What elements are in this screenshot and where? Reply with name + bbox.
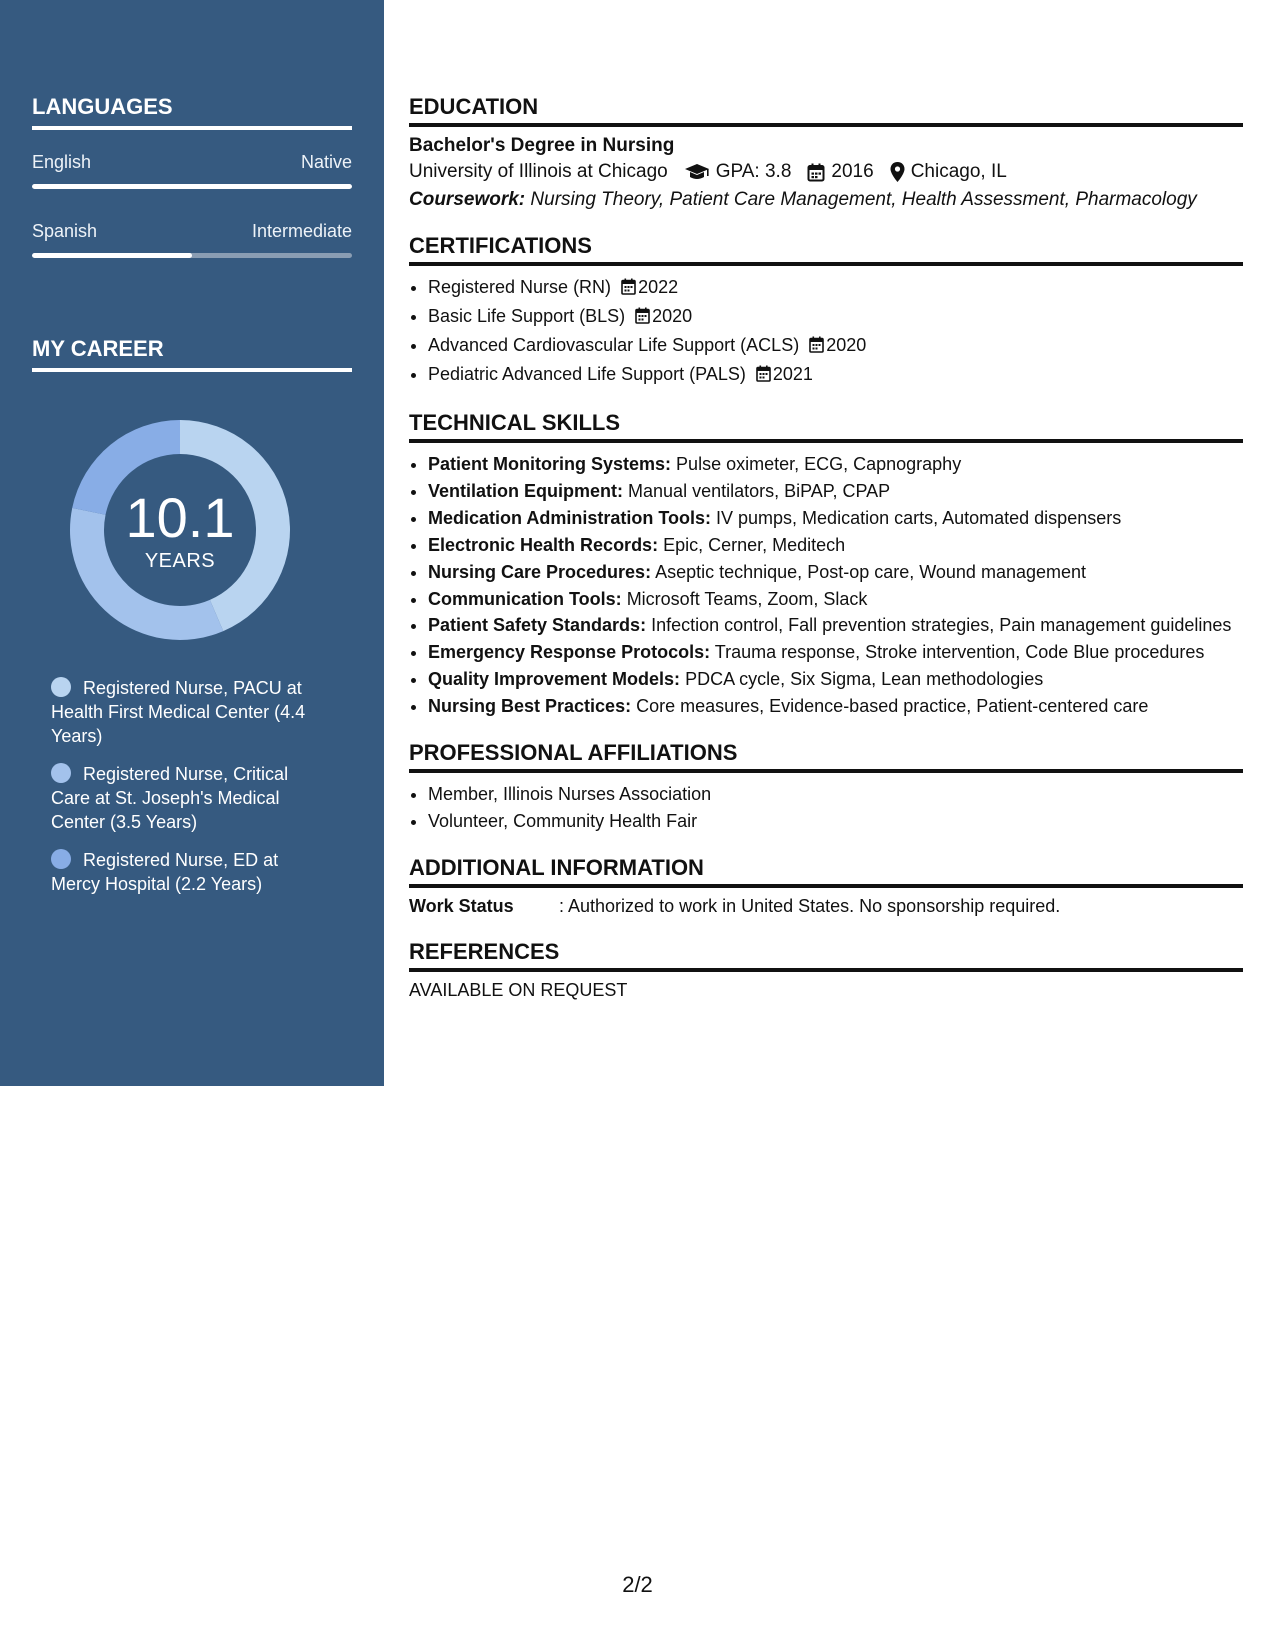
skill-item	[428, 451, 1243, 478]
calendar-icon	[809, 334, 824, 361]
certifications-heading: CERTIFICATIONS	[409, 233, 1243, 266]
skill-item	[428, 478, 1243, 505]
career-role-text: Registered Nurse, PACU at Health First Medical Center (4.4 Years)	[51, 678, 306, 746]
language-name: English	[32, 152, 92, 172]
affiliations-list	[409, 781, 1243, 835]
skill-text: Manual ventilators, BiPAP, CPAP	[628, 481, 891, 501]
skill-item	[428, 532, 1243, 559]
legend-dot-icon	[51, 677, 71, 697]
skill-label: Patient Monitoring Systems:	[428, 454, 672, 474]
coursework-list: Nursing Theory, Patient Care Management, Health Assessment, Pharmacology	[530, 189, 1197, 210]
career-heading: MY CAREER	[32, 336, 352, 372]
certification-item	[428, 361, 1243, 390]
career-role-item	[51, 848, 331, 896]
calendar-icon	[756, 363, 771, 390]
language-row-english	[32, 152, 352, 173]
skill-text: Epic, Cerner, Meditech	[663, 535, 846, 555]
coursework-label: Coursework:	[409, 189, 526, 210]
gpa: GPA: 3.8	[715, 161, 792, 182]
skill-item	[428, 586, 1243, 613]
degree-title: Bachelor's Degree in Nursing	[409, 135, 675, 156]
skill-label: Medication Administration Tools:	[428, 508, 711, 528]
skill-label: Nursing Care Procedures:	[428, 562, 652, 582]
work-status-row	[409, 896, 1243, 917]
skill-label: Nursing Best Practices:	[428, 696, 632, 716]
language-level: Native	[300, 152, 352, 172]
work-status-label: Work Status	[409, 896, 514, 916]
certification-item	[428, 303, 1243, 332]
work-status-value: : Authorized to work in United States. No sponsorship required.	[559, 896, 1061, 916]
career-donut-chart	[66, 416, 294, 644]
skill-text: Core measures, Evidence-based practice, Patient-centered care	[636, 696, 1149, 716]
certification-year: 2020	[826, 335, 867, 355]
skill-item	[428, 666, 1243, 693]
career-total-unit: YEARS	[144, 550, 216, 572]
languages-heading: LANGUAGES	[32, 94, 352, 130]
career-total-value: 10.1	[125, 486, 235, 549]
skill-text: Aseptic technique, Post-op care, Wound management	[655, 562, 1087, 582]
map-pin-icon	[890, 162, 905, 182]
skill-item	[428, 613, 1243, 639]
certification-name: Registered Nurse (RN)	[428, 277, 612, 297]
skill-text: Pulse oximeter, ECG, Capnography	[676, 454, 962, 474]
skill-item	[428, 505, 1243, 532]
certification-name: Advanced Cardiovascular Life Support (ACLS)	[428, 335, 800, 355]
skill-text: Trauma response, Stroke intervention, Code Blue procedures	[714, 642, 1205, 662]
affiliation-item: • Member, Illinois Nurses Association	[428, 781, 1243, 808]
certification-year: 2022	[638, 277, 679, 297]
legend-dot-icon	[51, 849, 71, 869]
graduation-cap-icon	[684, 163, 710, 181]
references-heading: REFERENCES	[409, 939, 1243, 972]
skill-item	[428, 693, 1243, 720]
legend-dot-icon	[51, 763, 71, 783]
language-name: Spanish	[32, 221, 98, 241]
graduation-year: 2016	[831, 161, 874, 182]
affiliations-heading: PROFESSIONAL AFFILIATIONS	[409, 740, 1243, 773]
skill-label: Communication Tools:	[428, 589, 622, 609]
career-role-item	[51, 676, 331, 748]
career-role-text: Registered Nurse, Critical Care at St. Joseph's Medical Center (3.5 Years)	[51, 764, 289, 832]
career-role-text: Registered Nurse, ED at Mercy Hospital (2.2 Years)	[51, 850, 279, 894]
skill-label: Electronic Health Records:	[428, 535, 659, 555]
language-bar-fill	[32, 253, 192, 258]
certifications-list	[409, 274, 1243, 390]
career-role-list	[51, 676, 331, 910]
education-location: Chicago, IL	[910, 161, 1007, 182]
technical-skills-heading: TECHNICAL SKILLS	[409, 410, 1243, 443]
education-details	[409, 161, 1243, 183]
additional-info-heading: ADDITIONAL INFORMATION	[409, 855, 1243, 888]
calendar-icon	[621, 276, 636, 303]
skill-item	[428, 639, 1243, 666]
main-content	[409, 94, 1243, 1001]
certification-year: 2021	[772, 364, 813, 384]
calendar-icon	[807, 163, 825, 182]
certification-item	[428, 332, 1243, 361]
certification-item	[428, 274, 1243, 303]
skill-label: Ventilation Equipment:	[428, 481, 624, 501]
language-bar-english	[32, 184, 352, 189]
skill-text: Microsoft Teams, Zoom, Slack	[626, 589, 868, 609]
language-row-spanish	[32, 221, 352, 242]
skill-text: Infection control, Fall prevention strategies, Pain management guidelines	[651, 615, 1232, 635]
career-role-item	[51, 762, 331, 834]
education-heading: EDUCATION	[409, 94, 1243, 127]
skill-label: Emergency Response Protocols:	[428, 642, 711, 662]
skill-text: PDCA cycle, Six Sigma, Lean methodologies	[685, 669, 1044, 689]
skill-text: IV pumps, Medication carts, Automated dispensers	[716, 508, 1122, 528]
skill-item	[428, 559, 1243, 586]
school-name: University of Illinois at Chicago	[409, 161, 668, 182]
certification-name: Basic Life Support (BLS)	[428, 306, 626, 326]
calendar-icon	[635, 305, 650, 332]
affiliation-item: • Volunteer, Community Health Fair	[428, 808, 1243, 835]
skill-label: Patient Safety Standards:	[428, 615, 647, 635]
certification-name: Pediatric Advanced Life Support (PALS)	[428, 364, 746, 384]
coursework	[409, 189, 1243, 211]
language-level: Intermediate	[251, 221, 352, 241]
language-bar-spanish	[32, 253, 352, 258]
technical-skills-list	[409, 451, 1243, 720]
page-number: 2/2	[622, 1572, 653, 1597]
language-bar-fill	[32, 184, 352, 189]
sidebar	[0, 0, 384, 1086]
references-text: AVAILABLE ON REQUEST	[409, 980, 628, 1000]
skill-label: Quality Improvement Models:	[428, 669, 681, 689]
certification-year: 2020	[652, 306, 693, 326]
